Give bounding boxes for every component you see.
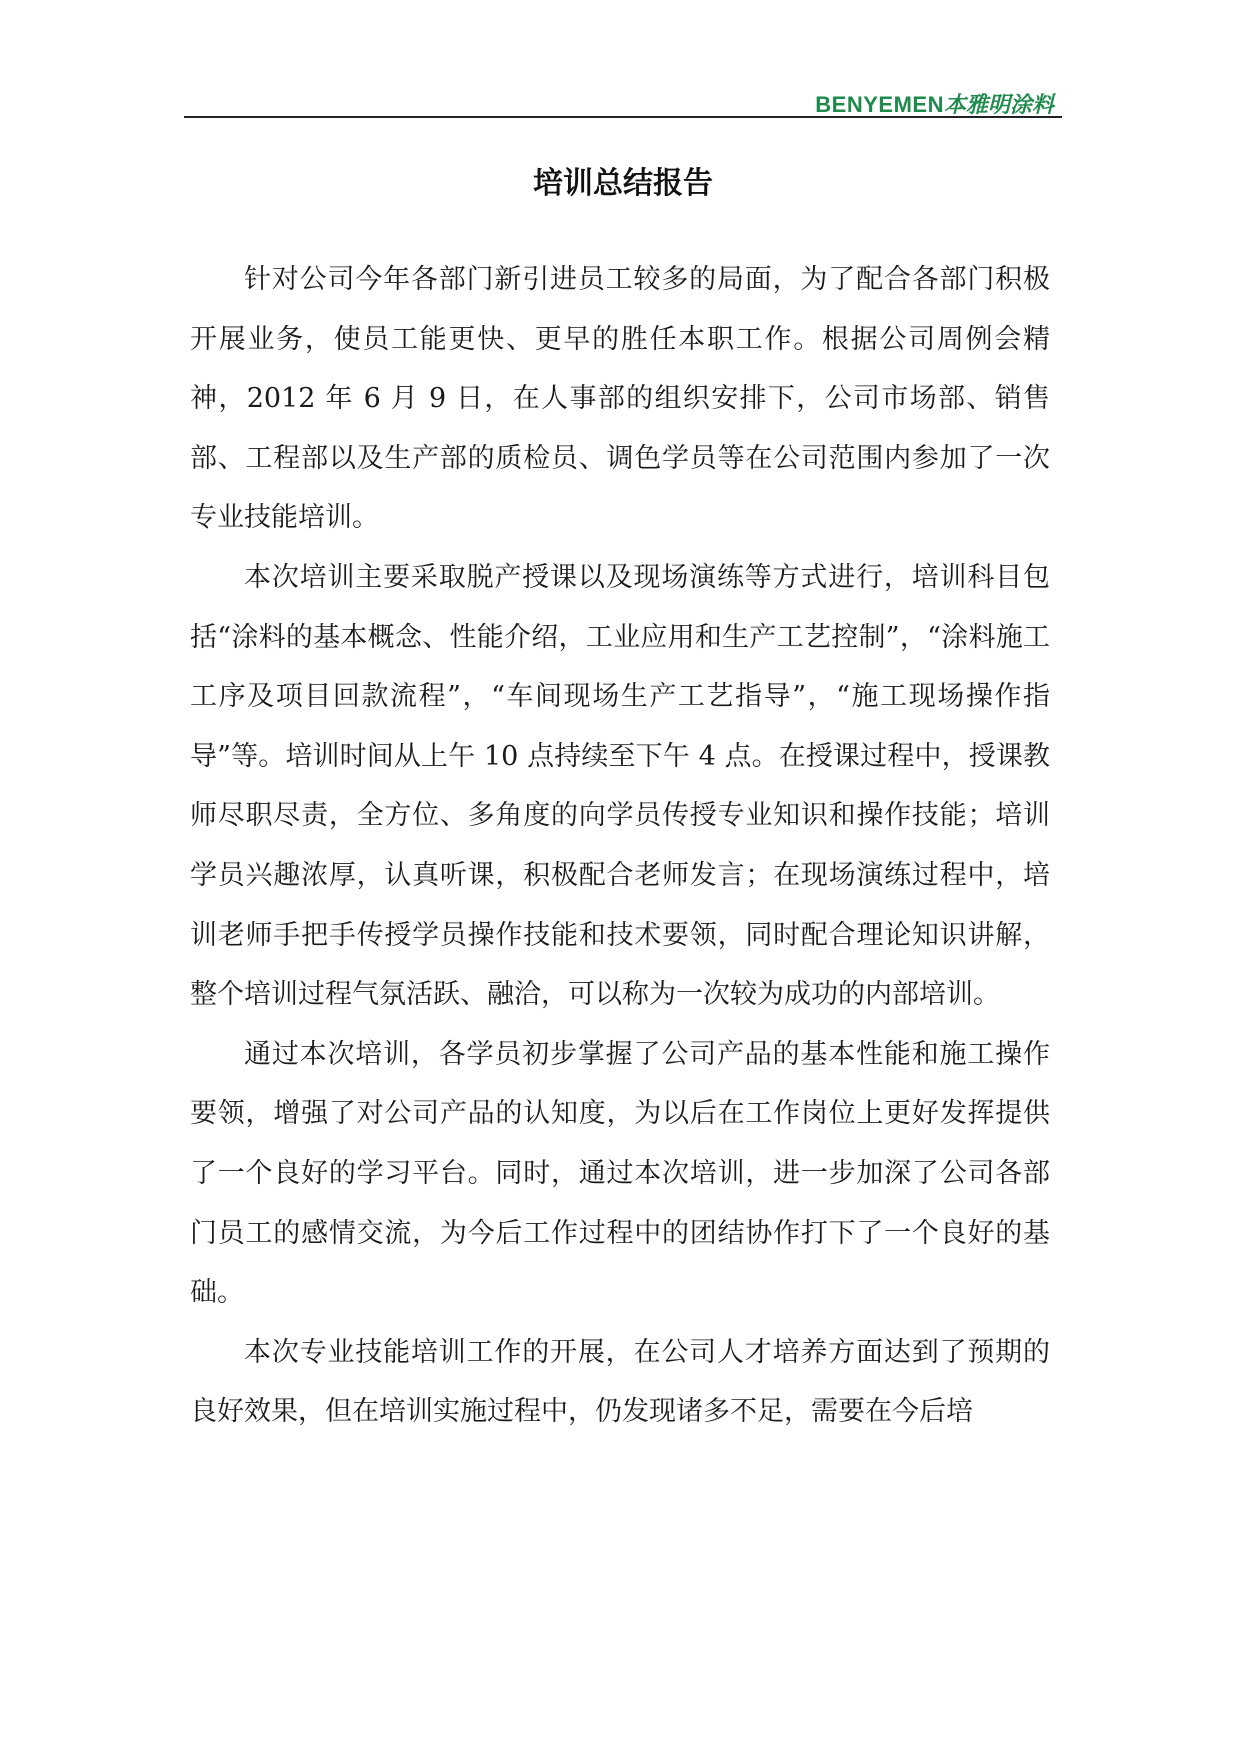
paragraph-intro: 针对公司今年各部门新引进员工较多的局面，为了配合各部门积极开展业务，使员工能更快、更早的胜任本职工作。根据公司周例会精神，2012 年 6 月 9 日，在人事部的组织安排下，公司市场部、销售部、工程部以及生产部的质检员、调色学员等在公司范围内参加了一次专业技能培训。: [190, 264, 1050, 534]
paragraph-results: 通过本次培训，各学员初步掌握了公司产品的基本性能和施工操作要领，增强了对公司产品的认知度，为以后在工作岗位上更好发挥提供了一个良好的学习平台。同时，通过本次培训，进一步加深了公司各部门员工的感情交流，为今后工作过程中的团结协作打下了一个良好的基础。: [190, 1038, 1050, 1309]
paragraph-training-method: 本次培训主要采取脱产授课以及现场演练等方式进行，培训科目包括“涂料的基本概念、性能介绍，工业应用和生产工艺控制”，“涂料施工工序及项目回款流程”，“车间现场生产工艺指导”，“施工现场操作指导”等。培训时间从上午 10 点持续至下午 4 点。在授课过程中，授课教师尽职尽责，全方位、多角度的向学员传授专业知识和操作技能；培训学员兴趣浓厚，认真听课，积极配合老师发言；在现场演练过程中，培训老师手把手传授学员操作技能和技术要领，同时配合理论知识讲解，整个培训过程气氛活跃、融洽，可以称为一次较为成功的内部培训。: [190, 561, 1050, 1011]
document-body: [190, 250, 1050, 1442]
paragraph-shortcomings: 本次专业技能培训工作的开展，在公司人才培养方面达到了预期的良好效果，但在培训实施过程中，仍发现诸多不足，需要在今后培: [190, 1336, 1050, 1428]
logo-latin-text: BENYEMEN: [815, 92, 944, 117]
page-header: [184, 84, 1062, 118]
company-logo: [815, 88, 1054, 119]
logo-chinese-text: 本雅明涂料: [943, 93, 1054, 118]
document-title: 培训总结报告: [533, 166, 713, 201]
